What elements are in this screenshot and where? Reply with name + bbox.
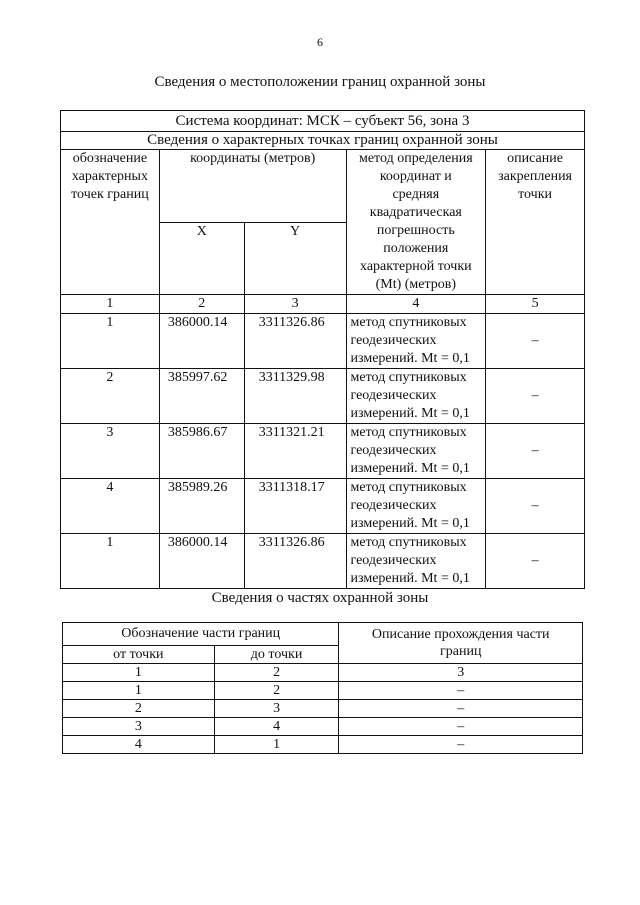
- method-l2: геодезических: [350, 443, 437, 458]
- method-l1: метод спутниковых: [350, 425, 467, 440]
- header-point-l3: точек границ: [71, 187, 149, 202]
- point-description: –: [486, 479, 585, 534]
- header-method: [346, 150, 486, 295]
- method-l1: метод спутниковых: [350, 370, 467, 385]
- point-description: –: [486, 534, 585, 589]
- header-desc-l2: закрепления: [498, 169, 573, 184]
- method-l1: метод спутниковых: [350, 480, 467, 495]
- header-point-l2: характерных: [71, 169, 148, 184]
- coord-x: 385989.26: [159, 479, 244, 534]
- boundary-points-table: [60, 110, 585, 589]
- point-id: 4: [61, 479, 160, 534]
- method-l1: метод спутниковых: [350, 315, 467, 330]
- col-number-5: 5: [486, 295, 585, 314]
- table-row: [61, 314, 585, 369]
- header-coordinates: координаты (метров): [159, 150, 346, 223]
- to-point: 2: [214, 682, 339, 700]
- method-l2: геодезических: [350, 553, 437, 568]
- method-l2: геодезических: [350, 333, 437, 348]
- header-method-l2: координат и: [379, 169, 452, 184]
- method-l3: измерений. Mt = 0,1: [350, 571, 470, 586]
- part-description: –: [339, 736, 583, 754]
- coord-x: 385997.62: [159, 369, 244, 424]
- header-y: Y: [244, 222, 346, 295]
- header-part-description: [339, 623, 583, 664]
- table-row: [61, 369, 585, 424]
- col-number-1: 1: [63, 664, 215, 682]
- header-x: X: [159, 222, 244, 295]
- point-description: –: [486, 314, 585, 369]
- method-cell: [346, 369, 486, 424]
- from-point: 4: [63, 736, 215, 754]
- method-l3: измерений. Mt = 0,1: [350, 461, 470, 476]
- header-point-l1: обозначение: [72, 151, 148, 166]
- from-point: 3: [63, 718, 215, 736]
- zone-parts-table: [62, 622, 583, 754]
- coord-x: 385986.67: [159, 424, 244, 479]
- from-point: 2: [63, 700, 215, 718]
- coord-y: 3311329.98: [244, 369, 346, 424]
- method-l3: измерений. Mt = 0,1: [350, 516, 470, 531]
- table-row: [61, 479, 585, 534]
- header-point-designation: [61, 150, 160, 295]
- to-point: 3: [214, 700, 339, 718]
- header-desc-l1: описание: [507, 151, 563, 166]
- from-point: 1: [63, 682, 215, 700]
- table-row: [63, 700, 583, 718]
- point-id: 2: [61, 369, 160, 424]
- method-cell: [346, 424, 486, 479]
- header-method-l4: квадратическая: [369, 205, 462, 220]
- coord-y: 3311321.21: [244, 424, 346, 479]
- section-title-parts: Сведения о частях охранной зоны: [211, 590, 429, 606]
- part-description: –: [339, 718, 583, 736]
- header-method-l6: положения: [383, 241, 449, 256]
- table-row: [63, 682, 583, 700]
- table-row: [61, 424, 585, 479]
- header-method-l8: (Mt) (метров): [375, 277, 457, 292]
- table-row: [63, 736, 583, 754]
- coord-x: 386000.14: [159, 534, 244, 589]
- method-l3: измерений. Mt = 0,1: [350, 351, 470, 366]
- header-part-desc-l1: Описание прохождения части: [371, 627, 550, 642]
- part-description: –: [339, 682, 583, 700]
- header-part-designation: Обозначение части границ: [63, 623, 339, 646]
- coord-y: 3311326.86: [244, 314, 346, 369]
- header-method-l7: характерной точки: [360, 259, 472, 274]
- col-number-3: 3: [244, 295, 346, 314]
- coord-y: 3311318.17: [244, 479, 346, 534]
- point-id: 1: [61, 314, 160, 369]
- part-description: –: [339, 700, 583, 718]
- method-cell: [346, 479, 486, 534]
- header-description: [486, 150, 585, 295]
- header-from-point: от точки: [63, 646, 215, 664]
- header-method-l5: погрешность: [376, 223, 455, 238]
- col-number-3: 3: [339, 664, 583, 682]
- coord-system-header: Система координат: МСК – субъект 56, зона 3: [61, 111, 585, 132]
- point-description: –: [486, 424, 585, 479]
- table-row: [61, 534, 585, 589]
- point-description: –: [486, 369, 585, 424]
- to-point: 4: [214, 718, 339, 736]
- method-l2: геодезических: [350, 498, 437, 513]
- page-number: 6: [317, 35, 323, 49]
- table-row: [63, 718, 583, 736]
- points-subtitle: Сведения о характерных точках границ охранной зоны: [61, 132, 585, 150]
- col-number-4: 4: [346, 295, 486, 314]
- header-to-point: до точки: [214, 646, 339, 664]
- header-method-l1: метод определения: [358, 151, 473, 166]
- col-number-2: 2: [214, 664, 339, 682]
- method-l2: геодезических: [350, 388, 437, 403]
- header-method-l3: средняя: [392, 187, 440, 202]
- method-cell: [346, 314, 486, 369]
- point-id: 3: [61, 424, 160, 479]
- col-number-1: 1: [61, 295, 160, 314]
- method-l3: измерений. Mt = 0,1: [350, 406, 470, 421]
- point-id: 1: [61, 534, 160, 589]
- method-cell: [346, 534, 486, 589]
- coord-x: 386000.14: [159, 314, 244, 369]
- section-title-boundaries: Сведения о местоположении границ охранной зоны: [154, 74, 486, 90]
- to-point: 1: [214, 736, 339, 754]
- method-l1: метод спутниковых: [350, 535, 467, 550]
- header-desc-l3: точки: [518, 187, 553, 202]
- header-part-desc-l2: границ: [440, 644, 482, 659]
- col-number-2: 2: [159, 295, 244, 314]
- coord-y: 3311326.86: [244, 534, 346, 589]
